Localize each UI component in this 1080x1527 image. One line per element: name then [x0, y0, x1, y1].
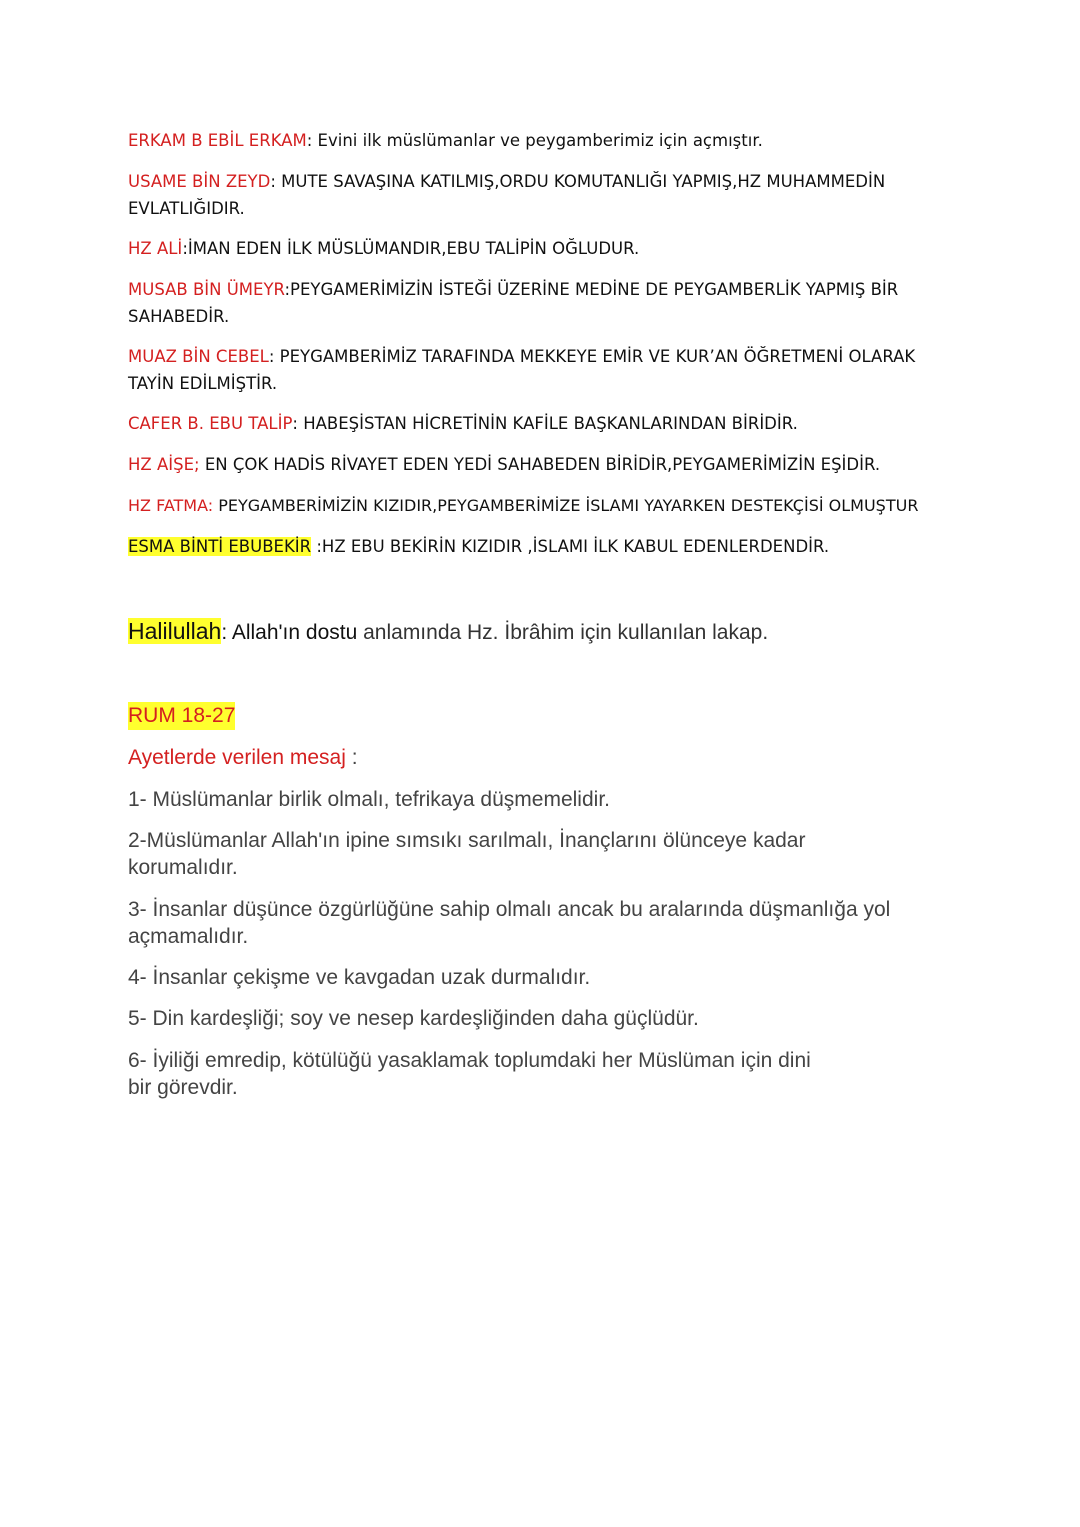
sahabe-description: :İMAN EDEN İLK MÜSLÜMANDIR,EBU TALİPİN OĞLUDUR. [182, 239, 640, 258]
ayet-message-3: 3- İnsanlar düşünce özgürlüğüne sahip olmalı ancak bu aralarında düşmanlığa yol açmamalıdır. [128, 898, 891, 948]
sahabe-name: USAME BİN ZEYD [128, 172, 271, 191]
ayet-message-6: 6- İyiliği emredip, kötülüğü yasaklamak toplumdaki her Müslüman için dini bir görevdir. [128, 1049, 811, 1099]
ayet-heading [128, 744, 358, 772]
sahabe-description: : MUTE SAVAŞINA KATILMIŞ,ORDU KOMUTANLIĞI YAPMIŞ,HZ MUHAMMEDİN EVLATLIĞIDIR. [128, 172, 886, 218]
sahabe-name: HZ ALİ [128, 239, 183, 258]
halilullah-term: Halilullah [128, 618, 222, 644]
sahabe-entry-musab [128, 276, 958, 330]
ayet-heading-text: Ayetlerde verilen mesaj [128, 746, 346, 769]
sahabe-description: : HABEŞİSTAN HİCRETİNİN KAFİLE BAŞKANLARINDAN BİRİDİR. [292, 414, 798, 433]
sahabe-entry-fatma [128, 492, 1028, 519]
sahabe-entry-muaz [128, 343, 958, 397]
halilullah-definition [128, 615, 1028, 649]
sahabe-entry-aise [128, 451, 958, 478]
sahabe-entry-esma [128, 533, 958, 560]
sahabe-description: : PEYGAMBERİMİZ TARAFINDA MEKKEYE EMİR VE KUR’AN ÖĞRETMENİ OLARAK TAYİN EDİLMİŞTİR. [128, 347, 916, 393]
halilullah-explanation: anlamında Hz. İbrâhim için kullanılan lakap. [357, 621, 769, 644]
sahabe-name: MUAZ BİN CEBEL [128, 347, 269, 366]
sahabe-name-highlighted: ESMA BİNTİ EBUBEKİR [128, 537, 312, 556]
sahabe-name: ERKAM B EBİL ERKAM [128, 131, 307, 150]
sahabe-description: EN ÇOK HADİS RİVAYET EDEN YEDİ SAHABEDEN BİRİDİR,PEYGAMERİMİZİN EŞİDİR. [199, 455, 881, 474]
halilullah-colon: : [221, 621, 228, 644]
sahabe-description: :PEYGAMERİMİZİN İSTEĞİ ÜZERİNE MEDİNE DE PEYGAMBERLİK YAPMIŞ BİR SAHABEDİR. [128, 280, 899, 326]
sahabe-name: HZ AİŞE; [128, 455, 200, 474]
rum-title: RUM 18-27 [128, 702, 235, 730]
sahabe-description: : Evini ilk müslümanlar ve peygamberimiz için açmıştır. [306, 131, 763, 150]
ayet-message-2: 2-Müslümanlar Allah'ın ipine sımsıkı sarılmalı, İnançlarını ölünceye kadar korumalıdır. [128, 829, 806, 879]
sahabe-entry-erkam [128, 127, 958, 154]
ayet-message-4: 4- İnsanlar çekişme ve kavgadan uzak durmalıdır. [128, 966, 591, 989]
ayet-message-5: 5- Din kardeşliği; soy ve nesep kardeşliğinden daha güçlüdür. [128, 1007, 699, 1030]
sahabe-entry-cafer [128, 410, 958, 437]
sahabe-name: CAFER B. EBU TALİP [128, 414, 293, 433]
halilullah-meaning: Allah'ın dostu [227, 621, 358, 644]
sahabe-entry-usame [128, 168, 958, 222]
sahabe-name: MUSAB BİN ÜMEYR [128, 280, 285, 299]
sahabe-description: PEYGAMBERİMİZİN KIZIDIR,PEYGAMBERİMİZE İSLAMI YAYARKEN DESTEKÇİSİ OLMUŞTUR [213, 496, 919, 515]
sahabe-description: :HZ EBU BEKİRİN KIZIDIR ,İSLAMI İLK KABUL EDENLERDENDİR. [311, 537, 830, 556]
sahabe-name: HZ FATMA: [128, 496, 214, 515]
ayet-heading-colon: : [345, 746, 358, 769]
sahabe-entry-ali [128, 235, 958, 262]
ayet-message-1: 1- Müslümanlar birlik olmalı, tefrikaya düşmemelidir. [128, 788, 610, 811]
